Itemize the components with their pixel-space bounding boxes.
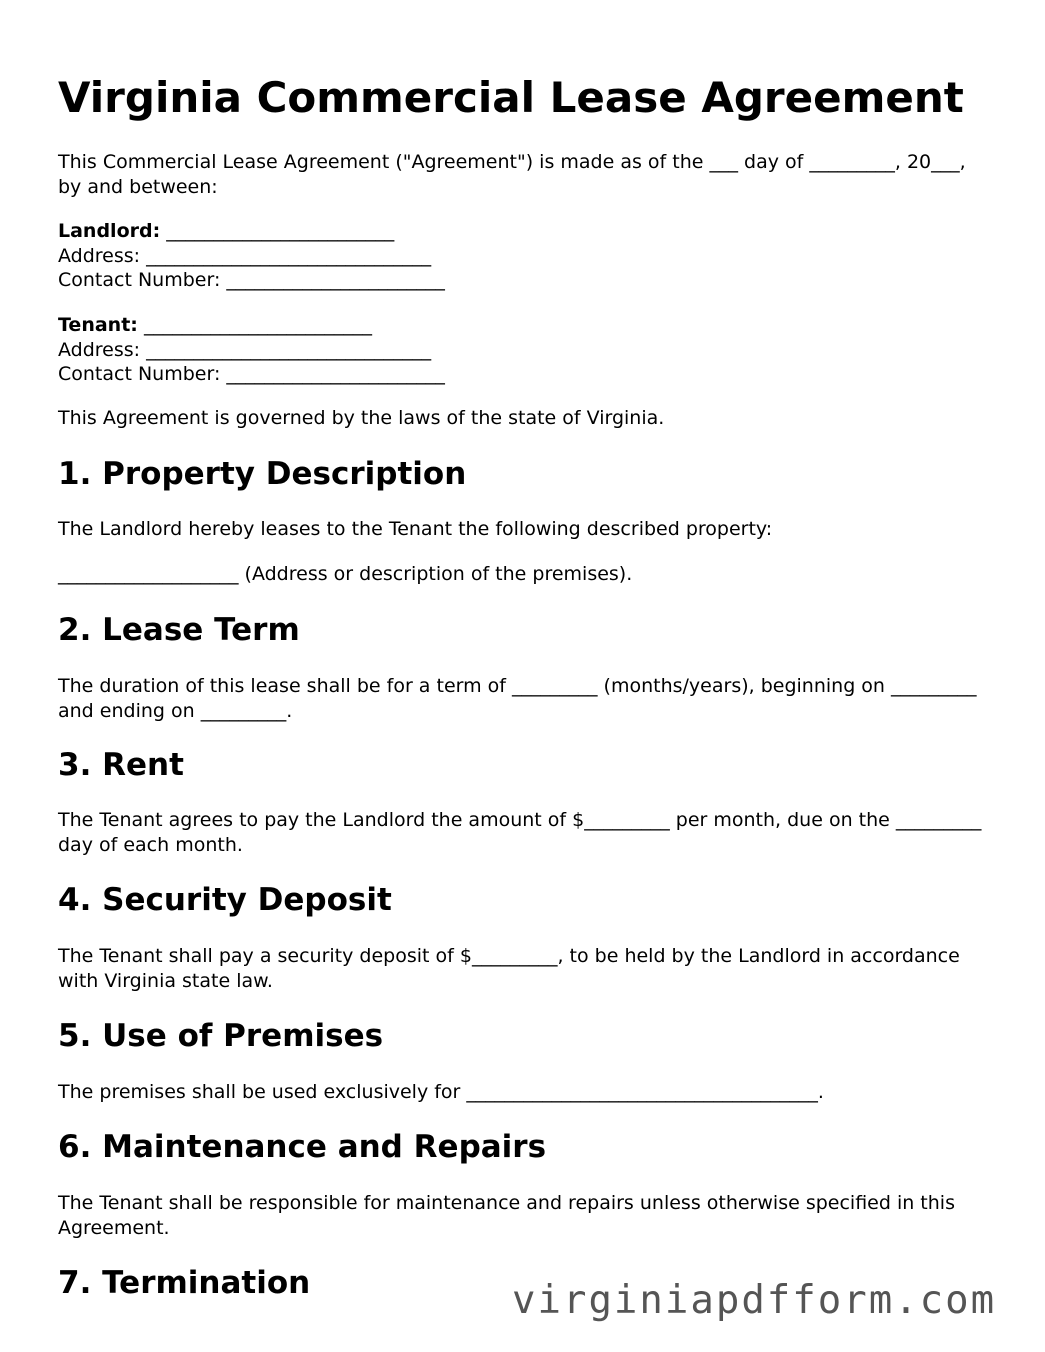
tenant-contact: Contact Number: _______________________	[58, 363, 445, 385]
landlord-label: Landlord:	[58, 220, 161, 242]
landlord-name-line	[58, 219, 993, 244]
intro-paragraph: This Commercial Lease Agreement ("Agreement") is made as of the ___ day of _________, 20___, by and between:	[58, 151, 966, 198]
section-heading-security-deposit: 4. Security Deposit	[58, 882, 392, 918]
section-heading-termination: 7. Termination	[58, 1265, 311, 1301]
section-text-property-description: The Landlord hereby leases to the Tenant the following described property:	[58, 518, 773, 540]
section-heading-rent: 3. Rent	[58, 747, 184, 783]
section-heading-property-description: 1. Property Description	[58, 456, 467, 492]
section-text-use-of-premises: The premises shall be used exclusively for _____________________________________.	[58, 1081, 824, 1103]
tenant-name-line	[58, 313, 993, 338]
section-heading-use-of-premises: 5. Use of Premises	[58, 1018, 384, 1054]
site-watermark: virginiapdfform.com	[512, 1278, 997, 1323]
tenant-address: Address: ______________________________	[58, 338, 432, 361]
tenant-block	[58, 313, 993, 387]
section-text-rent: The Tenant agrees to pay the Landlord the amount of $_________ per month, due on the _________ day of each month.	[58, 809, 982, 856]
governing-law-paragraph: This Agreement is governed by the laws of the state of Virginia.	[58, 407, 665, 429]
section-text-lease-term: The duration of this lease shall be for a term of _________ (months/years), beginning on _________ and ending on _________.	[58, 675, 977, 722]
landlord-contact: Contact Number: _______________________	[58, 269, 445, 291]
landlord-block	[58, 219, 993, 293]
landlord-address: Address: ______________________________	[58, 244, 432, 267]
section-heading-maintenance-and-repairs: 6. Maintenance and Repairs	[58, 1129, 547, 1165]
tenant-name-blank: ________________________	[143, 314, 372, 336]
property-description-blank: ___________________ (Address or description of the premises).	[58, 563, 633, 585]
section-text-security-deposit: The Tenant shall pay a security deposit of $_________, to be held by the Landlord in accordance with Virginia state law.	[58, 945, 960, 992]
document-title: Virginia Commercial Lease Agreement	[58, 73, 964, 122]
section-text-maintenance-and-repairs: The Tenant shall be responsible for maintenance and repairs unless otherwise specified in this Agreement.	[58, 1192, 955, 1239]
tenant-label: Tenant:	[58, 314, 138, 336]
landlord-name-blank: ________________________	[166, 220, 395, 242]
section-heading-lease-term: 2. Lease Term	[58, 612, 300, 648]
